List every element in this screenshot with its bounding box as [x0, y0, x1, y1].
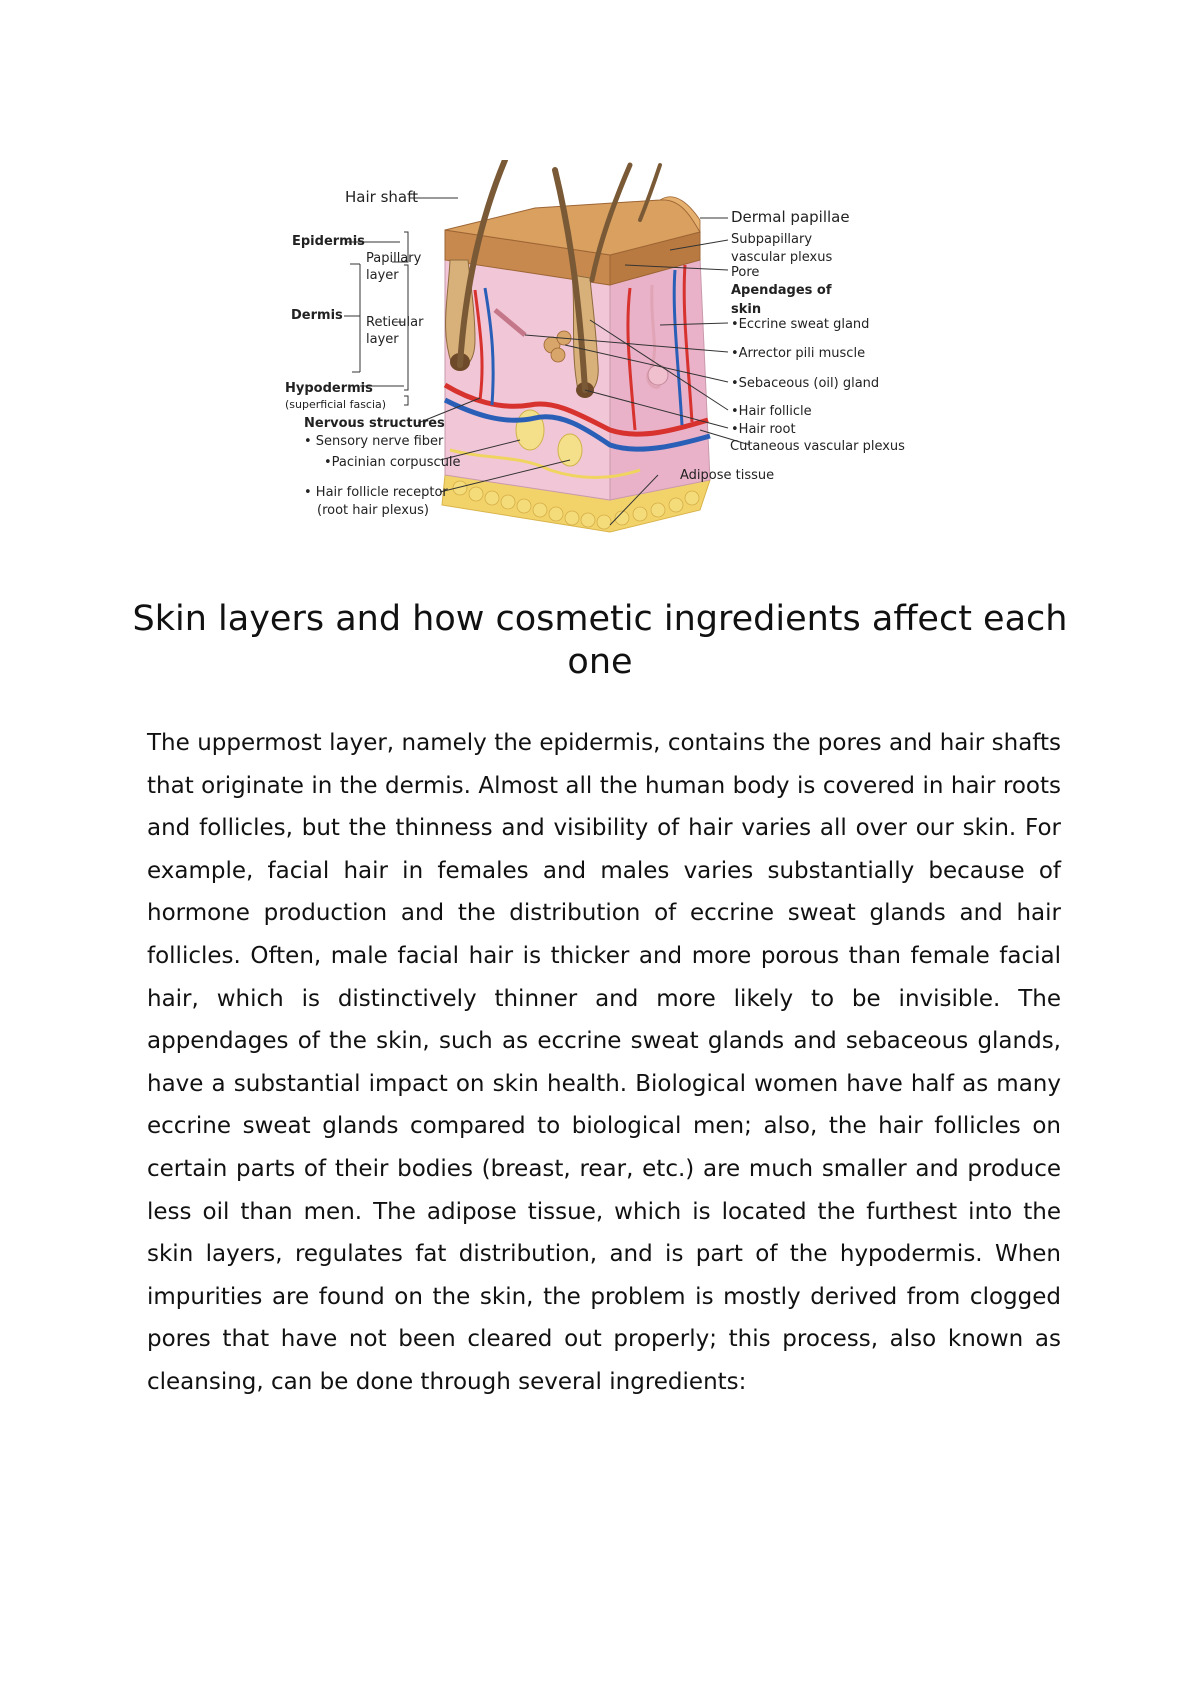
label-arrector-pili: •Arrector pili muscle — [731, 346, 866, 361]
label-subpapillary: Subpapillary — [731, 232, 813, 247]
label-pore: Pore — [731, 265, 760, 280]
body-paragraph: The uppermost layer, namely the epidermis, contains the pores and hair shafts that originate in the dermis. Almost all the human body is covered in hair roots and follicles, but the thinness and visibility of hair varies all over our skin. For example, facial hair in females and males varies substantially because of hormone production and the distribution of eccrine sweat glands and hair follicles. Often, male facial hair is thicker and more porous than female facial hair, which is distinctively thinner and more likely to be invisible. The appendages of the skin, such as eccrine sweat glands and sebaceous glands, have a substantial impact on skin health. Biological women have half as many eccrine sweat glands compared to biological men; also, the hair follicles on certain parts of their bodies (breast, rear, etc.) are much smaller and produce less oil than men. The adipose tissue, which is located the furthest into the skin layers, regulates fat distribution, and is part of the hypodermis. When impurities are found on the skin, the problem is mostly derived from clogged pores that have not been cleared out properly; this process, also known as cleansing, can be done through several ingredients: — [147, 730, 1061, 1395]
label-reticular-line2: layer — [366, 332, 399, 347]
label-sebaceous-gland: •Sebaceous (oil) gland — [731, 376, 880, 391]
label-superficial-fascia: (superficial fascia) — [285, 398, 387, 411]
label-sensory-nerve-fiber: • Sensory nerve fiber — [304, 434, 444, 449]
label-nervous-structures: Nervous structures — [304, 416, 445, 431]
label-hair-root: •Hair root — [731, 422, 796, 437]
page-title: Skin layers and how cosmetic ingredients affect each one — [132, 599, 1068, 682]
label-cutaneous-vascular-plexus: Cutaneous vascular plexus — [730, 439, 905, 454]
label-epidermis: Epidermis — [292, 234, 365, 249]
label-dermis: Dermis — [291, 308, 343, 323]
label-pacinian-corpuscle: •Pacinian corpuscule — [324, 455, 461, 470]
label-appendages-line2: skin — [731, 302, 762, 317]
label-papillary-line2: layer — [366, 268, 399, 283]
label-eccrine-sweat-gland: •Eccrine sweat gland — [731, 317, 870, 332]
label-hair-shaft: Hair shaft — [345, 188, 418, 206]
label-reticular-line1: Reticular — [366, 315, 424, 330]
label-hair-follicle: •Hair follicle — [731, 404, 812, 419]
label-hair-follicle-receptor: • Hair follicle receptor — [304, 485, 448, 500]
label-vascular-plexus: vascular plexus — [731, 250, 833, 265]
label-adipose-tissue: Adipose tissue — [680, 468, 775, 483]
skin-layers-diagram — [280, 160, 930, 570]
label-papillary-line1: Papillary — [366, 251, 422, 266]
label-hypodermis: Hypodermis — [285, 381, 373, 396]
label-dermal-papillae: Dermal papillae — [731, 208, 850, 226]
label-appendages-line1: Apendages of — [731, 283, 832, 298]
label-root-hair-plexus: (root hair plexus) — [317, 503, 429, 518]
